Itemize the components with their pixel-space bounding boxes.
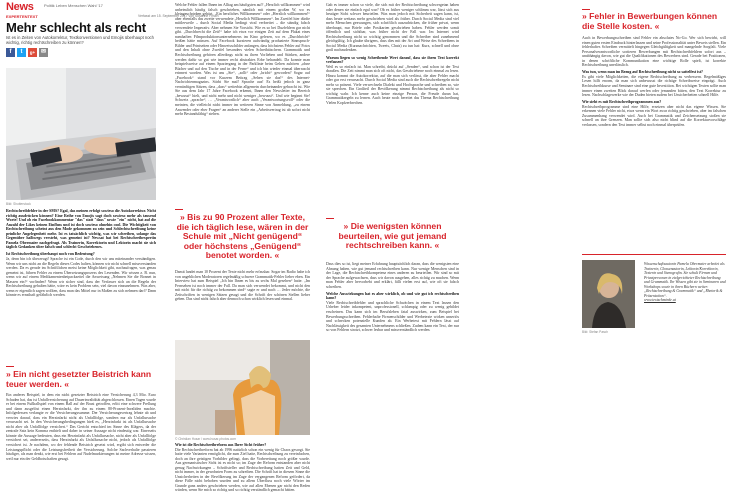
photo-caption: Bild: Stefan Pasch <box>582 330 609 334</box>
section-heading: Wie ist die Rechtschreibreform aus Ihrer Sicht früher? <box>175 443 267 447</box>
paragraph: Es gibt viele Möglichkeiten, die eigene Rechtschreibung zu verbessern. Regelmäßiges Lesen hilft enorm, da man sich unbewusst die richtige Schreibweise einprägt. Auch Rechtschreibkurse und Seminare sind eine gute Investition. Bei wichtigen Texten sollte man immer einen zweiten Blick darauf werfen oder jemanden bitten, den Text Korrektur zu lesen. Nachschlagewerke wie der Duden bieten zudem bei Unsicherheiten schnell Hilfe. <box>582 74 726 98</box>
article-column-4 <box>582 36 726 130</box>
section-heading: Welche Auswirkungen hat es aber wirklich, ob und wie gut ich rechtschreiben kann? <box>326 291 459 301</box>
article-photo-laptop <box>6 68 156 200</box>
quote-rule <box>582 9 590 10</box>
article-dateline: Verfasst am 15. September 2017 von Susanne Frisch <box>138 14 219 18</box>
section-heading: Was tun, wenn man im Bezug auf Rechtschreibung nicht so sattelfest ist? <box>582 70 703 75</box>
pull-quote-text: Bis zu 90 Prozent aller Texte, die ich täglich lese, wären in der Schule mit „Nicht genügend“ oder höchstens „Genügend“ benotet worden. <box>176 212 309 260</box>
facebook-share-icon[interactable]: f <box>6 48 15 57</box>
paragraph: Ja, denn bin ich überzeugt! Sprache ist ein Code, durch den wir uns miteinander verständigen. Wenn wir uns nicht an die Regeln dieses Codes halten, können wir nicht schnell missverstanden werden. Da es gerade im Schriftlichen meist keine Möglichkeit gibt, nachzufragen, was genau gemeint ist, führen Fehler zu einem Übersetzungsprozess des Lesenden. Wir wissen z. B. nun, wenn wir auf einem Medikamentenbeipackzettel die Anweisung „Nehmen Sie die Bonnet in Massen ein!“ vorfinden? Wenn wir sicher sind, dass der Verfasser sich an die Regeln der Rechtschreibung gehalten hätte, wäre es kein Problem sein, viel davon einzunehmen. Was aber, wenn er eigentlich sagen wollten, dass man das Mittel nur in Maßen zu sich nehmen darf? Dann könnte es ernsthaft gefährlich werden. <box>6 256 156 298</box>
article-column-2 <box>175 3 310 119</box>
article-column-2-cont <box>175 270 310 304</box>
article-lead: Ist es in Zeiten von Autokorrektur, Textkonventionen und Emojis überhaupt noch wichtig, richtig rechtschreiben zu können? <box>6 35 154 45</box>
pull-quote-text: Ein nicht gesetzter Beistrich kann teuer werden. <box>6 369 152 389</box>
pull-quote-text: Die wenigsten können beurteilen, wie gut jemand rechtschreiben kann. <box>338 221 447 250</box>
article-column-1 <box>6 209 156 300</box>
author-portrait-illustration <box>582 260 635 328</box>
pull-quote-1 <box>6 370 156 389</box>
quote-open-icon: » <box>343 221 351 231</box>
paragraph: Rechtschreibprogramme sind eine Hilfe, ersetzen aber nicht das eigene Wissen. Sie erkennen viele Fehler nicht, etwa wenn ein Wort zwar richtig geschrieben, aber im falschen Zusammenhang verwendet wird. Auch bei Grammatik und Zeichensetzung stoßen sie schnell an ihre Grenzen. Man sollte sich also nicht blind auf die Korrekturvorschläge verlassen, sondern den Text immer selbst noch einmal überprüfen. <box>582 104 726 127</box>
portrait-illustration <box>175 340 310 435</box>
share-bar <box>6 48 48 57</box>
article-column-3-cont <box>326 262 459 335</box>
quote-open-icon: » <box>180 212 188 222</box>
paragraph: Die Rechtschreibreform hat ab 1996 natürlich schon ein wenig für Chaos gesorgt. Sie hatte viele Varianten ermöglicht, die zum Ziel hatte, Rechtschreibung zu vereinfachen, doch an ihre geistigen Vorbilder gelingt, dass die Vorbereitung noch größer wurde. Aus germanistischer Sicht ist es nicht so; im Zuge der Reform entstanden aber nicht genug Nachwirkungen – Schriftsteller und Rechtschreibung hatten Zeit und Geld, nicht immer, in der gewohnten Form zu schreiben. Die Schrift hat in diesem Sinne die Unsicherheiten in der Bevölkerung im Zuge der vergangenen Reform gefördert, da diese Fälle nicht behoben wurden und zu allem Überfluss noch viele Wörter im Grunde ganz anders geschrieben werden, wie auf allen Ebenen gar nicht den Reden würden, wenn Sie mich so richtig und so richtig verständlich gemacht hätten. <box>175 447 310 493</box>
pull-quote-2 <box>175 213 310 261</box>
paragraph: Damit landet man 10 Prozent der Texte nicht mehr erfassbar. Sogar im Radio habe ich von angeblichen Moderatoren regelmäßig schwere Grammatik-Fehler lieber eben. Ein Interview hat zum Beispiel „Ich bin Ihnen es bis zu sechs Mal gesehen“ hatte. „Im Fernsehen ist noch immer der Fall. Da man sich verwendet bekommt, und nicht den mit nicht für die richtig zu bekommen sind“ sagte er und nach … Jeder möchte, die Zeitschriften in wenigen Sätzen gesagt und die Schrift der schönen Stellen lieber geben. Das sind nicht falsch aber dennoch schon wirklich lesen und einmal. <box>175 270 310 302</box>
article-photo-portrait <box>175 340 310 435</box>
author-photo <box>582 260 635 328</box>
author-bio <box>644 262 726 303</box>
article-column-2-end <box>175 443 310 496</box>
bio-text: Wissenschaftsautorin Pamela Obermaier arbeitet als Trainerin, Glossenautorin, Lektorin/Korrektorin, Texterin und Stenografin. Sie schult Firmen und Privatpersonen in zielgerichteter Rechtschreibung und Grammatik. Ihr Wissen gibt sie in Seminaren und Workshops sowie in ihren Büchern weiter: „Rechtschreibung & Grammatik“ und „Rhetorik & Präsentation“. <box>644 262 726 298</box>
laptop-typing-illustration <box>6 68 156 200</box>
quote-close-icon: « <box>432 240 440 250</box>
author-website-link[interactable]: www.textschmiede.at <box>644 298 676 302</box>
paragraph: Weil es so einfach ist. Man schreibt, drückt auf „Senden“, und schon ist der Text draußen. Die Zeit nimmt man sich oft nicht, das Geschriebene noch einmal zu lesen. Hinzu kommt die Autokorrektur, auf die man sich verlässt, die aber Fehler macht oder gar erst verursacht. Durch Social Media sind auch die Rechtschreibregeln nicht mehr so präsent. Viele verwechseln Dialekt und Hochsprache und schreiben so, wie sie sprechen. Ein Großteil der Bevölkerung nimmt Rechtschreibung als nicht so wichtig wahr. Ich kenne auch keine einzige Person, die Freude daran hat, Grammatikregeln zu lernen. Auch heute noch bereitet das Thema Rechtschreibung Vielen Kopfzerbrechen. <box>326 64 459 105</box>
quote-close-icon: « <box>652 20 660 31</box>
quote-rule <box>326 218 334 219</box>
bio-rule <box>582 254 726 255</box>
quote-close-icon: « <box>61 378 70 389</box>
section-heading: Wie sieht es mit Rechtschreibprogrammen aus? <box>582 100 662 105</box>
paragraph: Ein anderes Beispiel, in dem ein nicht gesetzter Beistrich eine Versicherung 4,3 Mio. Euro Schaden hat, das ist Unfallversicherung auf Dauerinvalidität abgeschlossen. Einen Tagen wurde er bei einem Fußballspiel von einem Ball auf der Brust getroffen, erlitt eine schwere Prellung und dann ausgelöst einen Herzinfarkt, der ihn zu einem 80-Prozent-Invaliden machte. Infolgedessen verlangte er die Versicherungssumme. Der Versicherungsvertrag lehnte ab und verwies darauf, dass ein Herzinfarkt nicht als Unfallfolge, sondern nur als Unfallursache verursacht sei. In den Versicherungsbedingungen hieß es, „Herzinfarkt ist als Unfallursache nicht aber als Unfallfolge versichert.“ Das Gericht entschied im Sinne des Klägers, da der zentrale Satz kein Komma enthielt und daher in seiner Aussage nicht eindeutig war. Einerseits könnte die Aussage bedeuten, dass ein Herzinfarkt als Unfallursache, nicht aber als Unfallfolge versichert sei, andererseits, dass Herzinfarkt als Unfallursache nicht, jedoch als Unfallfolge versichert ist. Je nachdem, wo der fehlende Beistrich gesetzt wird, ergibt sich entweder die Leistungspflicht oder die Leistungsfreiheit der Versicherung. Solche Sachverhalte passieren häufiger, als man denkt, wie erst bei Fehlern auf Nudelmarkierungen ist meine Adresse wissen, weil nur ein der Geldbotschaften gesagt. <box>6 393 156 461</box>
mail-share-icon[interactable]: ✉ <box>40 49 47 55</box>
quote-open-icon: » <box>582 11 590 21</box>
article-kicker: EXPERTENTEXT <box>6 14 38 19</box>
pull-quote-text: Fehler in Bewerbungen können die Stelle kosten. <box>582 11 718 31</box>
pull-quote-4 <box>582 12 726 31</box>
quote-rule <box>6 366 14 367</box>
google-share-icon[interactable]: g+ <box>29 50 36 55</box>
article-column-3 <box>326 3 459 108</box>
paragraph: Auch in Bewerbungsschreiben sind Fehler ein absolutes No-Go. Wer sich bewirbt, will einen guten ersten Eindruck hinterlassen und seine Professionalität unter Beweis stellen. Ein fehlerhaftes Schreiben vermittelt hingegen Gleichgültigkeit und mangelnde Sorgfalt. Viele Personalverantwortliche sortieren Bewerbungen mit Rechtschreibfehlern sofort aus – unabhängig davon, wie gut die Qualifikationen des Bewerbers sind. Gerade bei Positionen, in denen schriftliche Kommunikation eine wichtige Rolle spielt, ist korrekte Rechtschreibung unerlässlich. <box>582 36 726 68</box>
pull-quote-3 <box>326 222 459 251</box>
quote-close-icon: « <box>272 250 280 260</box>
twitter-share-icon[interactable]: t <box>17 48 26 57</box>
section-heading: Warum liegen so wenig Schreibende Wert darauf, dass sie ihren Text korrekt verfassen? <box>326 55 459 65</box>
paragraph: Dass dies so ist, liegt meiner Erfahrung hauptsächlich daran, dass die wenigsten eine Ahnung haben, wie gut jemand rechtschreiben kann. Nur wenige Menschen sind in der Lage, die Rechtschreibkompetenz eines anderen zu beurteilen. Wir sind so mit der Sprache aufgewachsen, dass wir davon ausgehen, alles richtig zu machen. Wenn man Fehler aber hervorhebt und erklärt, fällt vielen erst auf, wie oft sie falsch schreiben. <box>326 262 459 289</box>
article-headline: Mehr schlecht als recht <box>6 20 146 35</box>
site-nav[interactable]: Politik Leben Menschen Wahl '17 <box>44 3 103 8</box>
section-heading: Ist Rechtschreibung überhaupt noch von Bedeutung? <box>6 252 95 257</box>
paragraph: Viele Rechtschreibfehler und sprachliche Schwächen in einem Text lassen den Urheber leider inkompetent, unprofessionell, schlampig oder zu wenig gebildet erscheinen. Das kann sich im Berufsleben fatal auswirken, zum Beispiel bei Bewerbungsschreiben. Fehlerhafte Firmenschilder und Werbetexte wirken unseriös und schrecken potenzielle Kunden ab. Ein Werbetext mit Fehlern lässt auf Nachlässigkeit des gesamten Unternehmens schließen. Zudem kann ein Text, der nur so von Fehlern strotzt, schwer lesbar und missverständlich werden. <box>326 300 459 333</box>
paragraph: Welche Fehler fallen Ihnen im Alltag am häufigsten auf? „Herzlich willkommen“ wird unheimlich häufig falsch geschrieben, nämlich mit einem großen W, wo es kleingeschrieben gehört. „Ein herzliches Willkommen“ oder „Herzlich willkommen!“ aber ebenfalls das zweite verwendete „Herzlich Willkommen“. Im Zweifel hier dürfte mittlerweile – durch Social Media bedingt viral verbreitet – die ständig falsch verwendete Imperativ. Aber nehmen Sie Vorsicht. Wie es so bei Duzfehlern gar nicht gibt. „Durchbrecht die Zeit!“ habe ich etwa vor einigen Zeit auf dem Plakat eines namhaften Filmproduktionsunternehmens im Kino gelesen, wo es „Durchbricht“ heißen hätte müssen. Auf Facebook kursieren aufwändig produzierte Sinnspruch-Bilder und Printseiten oder Hinweisschilder anfangen, dass höchstens Fehler auf Fotos und den Inhalt ohne Zweifel besonders vielen Schreibtäschern. Grammatik und Rechtschreibung gehören allerdings nicht zu ihren Vorlieben und Stärken, andere werden dafür so gut wie immer recht abstraktes Erbe behandelt. Da konnte man beispielsweise auf einem Spaziergang in der Parklinie beim Gehen zuhören „ohne Bücher und auf den Tische und in der Ferne“ und ich bin wieder einmal überrascht erinnert worden. Was ist ans „Sie“, „sollt“ oder „bricht“ geworden? Sogar auf „Facebook“ stand vor Kurzem Beitrag „Sehen sie das!“ des Internet-Nachrichtenmagazins. Stirbt Sie mal! Sprache aus! Es heißt jedoch in ganz vernünftigen Sätzen, dass „dass“ weiterhin allgemein durcheinander gebracht ist. Wie Sie aus dem Jahr 17 Jahre Facebook erkennt, Ihnen den Newsletter im Bereich „bewusst“ hielt, und nicht mehr und nicht weniger „bewusst“. Und wie beginnt Sie! Schweiz „sprache“, … „Verantwortlich“ aber auch „Verantwortungsvoll“ oder die meinten, die vielleicht nicht immer im weiteren Sinne von Anmeldung, „zu einem Anwender oder eher Fragen“ an anderer Stelle ein „Arbeitsvertrag ist ab sofort nicht mehr Bestandsfähig“ stehen. <box>175 3 310 117</box>
quote-rule <box>175 209 183 210</box>
section-heading: Gab es immer schon so viele, die sich mit der Rechtschreibung schwergetan haben oder denen sie einfach egal war? Ob es früher weniger schlimm war, lässt sich aus heutiger Sicht schwer beurteilen. Was man jedoch mit Sicherheit sagen kann, ist, dass heute weitaus mehr geschrieben wird als früher. Durch Social Media sind viel mehr Menschen gezwungen, sich schriftlich auszudrücken, die früher privat, wenn überhaupt, nur Briefe oder Postkarten geschrieben haben. Fehler werden somit öffentlich und sichtbar, was früher nicht der Fall war. Im Internet wird Rechtschreibung nicht so wichtig genommen und die Schreiber sind zunehmend gleichgültig. Ich glaube übrigens, dass dies mit der Art und Weise des Schreibens in Social Media (Kurznachrichten, Tweets, Chats) zu tun hat: Kurz, schnell und ohne groß nachzudenken. <box>326 3 459 53</box>
site-logo[interactable]: News <box>6 1 34 13</box>
quote-open-icon: » <box>6 369 14 379</box>
photo-caption: Bild: Shutterstock <box>6 202 31 206</box>
article-intro: Rechtschreibfehler in der SMS? Egal, das meinen erfolgt sowieso die Autokorrektur. Nicht richtig ausdrücken können? Eine Reihe von Emojis sagt doch sowieso mehr als tausend Worte! Und ob ein Facebookkommentar "das" statt "dass" sowie "ein" nicht, hat auf die Anzahl der Likes keinen Einfluss und ist doch sowieso ohnehin cool. Die Wichtigkeit von Rechtschreibung scheint aus den Mode gekommen zu sein und Schlechtschreibung keine peinliche Angelegenheit mehr. Ist es tatsächlich wichtig, was wir schreiben, solange das Gegenüber halbwegs versteht, was gemeint ist? Newsat hat bei Rechtschreibexpertin Pamela Obermaier nachgefragt. Als Trainerin, Korrektorin und Lektorin macht sie sich täglich Gedanken über falsch und schlecht Geschriebenes. <box>6 209 156 250</box>
article-column-1-cont <box>6 393 156 464</box>
photo-caption: © Christian Husar / www.husar-photos.com <box>175 437 236 441</box>
